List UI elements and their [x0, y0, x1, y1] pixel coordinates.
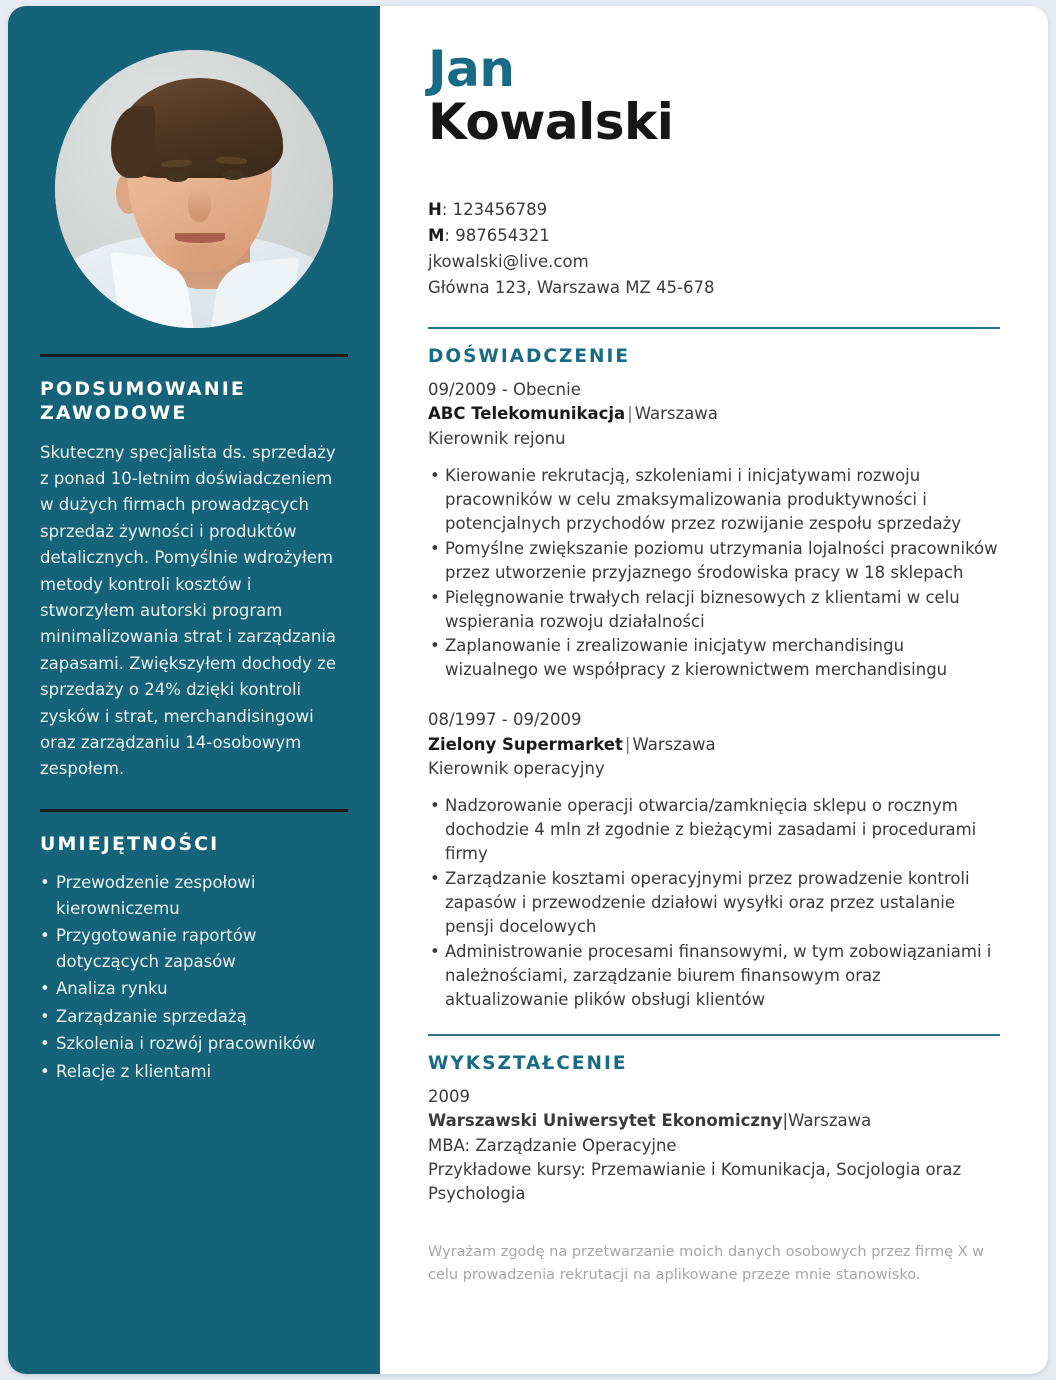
- list-item: • Pielęgnowanie trwałych relacji biznesowych z klientami w celu wspierania rozwoju działalności: [428, 586, 1000, 634]
- photo-mouth: [175, 233, 225, 242]
- list-item: • Analiza rynku: [40, 976, 348, 1002]
- list-item: • Zarządzanie sprzedażą: [40, 1004, 348, 1030]
- entry-date: 09/2009 - Obecnie: [428, 379, 581, 399]
- education-school: Warszawski Uniwersytet Ekonomiczny: [428, 1111, 783, 1131]
- list-item: • Nadzorowanie operacji otwarcia/zamknięcia sklepu o rocznym dochodzie 4 mln zł zgodnie z bieżącymi zasadami i procedurami firmy: [428, 794, 1000, 866]
- contact-block: [428, 197, 1000, 301]
- education-year: 2009: [428, 1086, 470, 1106]
- experience-section: [428, 346, 1000, 1012]
- list-item: • Przewodzenie zespołowi kierowniczemu: [40, 870, 348, 921]
- summary-divider: [40, 354, 348, 357]
- list-item: • Pomyślne zwiększanie poziomu utrzymania lojalności pracowników przez utworzenie przyjaznego środowiska pracy w 18 sklepach: [428, 537, 1000, 585]
- list-item: • Relacje z klientami: [40, 1059, 348, 1085]
- entry-company: ABC Telekomunikacja: [428, 404, 626, 424]
- entry-role: Kierownik rejonu: [428, 428, 566, 448]
- mobile-label: M: [428, 225, 445, 245]
- education-heading: WYKSZTAŁCENIE: [428, 1052, 628, 1074]
- list-item: • Szkolenia i rozwój pracowników: [40, 1031, 348, 1057]
- skills-section: [40, 809, 348, 1085]
- entry-spacer: [428, 684, 1000, 708]
- entry-location: Warszawa: [632, 734, 716, 754]
- summary-text: Skuteczny specjalista ds. sprzedaży z ponad 10-letnim doświadczeniem w dużych firmach prowadzących sprzedaż żywności i produktów detalicznych. Pomyślnie wdrożyłem metody kontroli kosztów i stworzyłem autorski program minimalizowania strat i zarządzania zapasami. Zwiększyłem dochody ze sprzedaży o 24% dzięki kontroli zysków i strat, merchandisingowi oraz zarządzaniu 14-osobowym zespołem.: [40, 442, 337, 779]
- resume-page: [8, 6, 1048, 1374]
- experience-heading: DOŚWIADCZENIE: [428, 345, 631, 367]
- entry-organization: [428, 402, 1000, 426]
- first-name: Jan: [428, 40, 515, 98]
- skills-divider: [40, 809, 348, 812]
- entry-organization: [428, 733, 1000, 757]
- education-location: Warszawa: [788, 1111, 872, 1131]
- list-item: • Kierowanie rekrutacją, szkoleniami i inicjatywami rozwoju pracowników w celu zmaksymalizowania produktywności i potencjalnych przychodów przez rozwijanie zespołu sprzedaży: [428, 464, 1000, 536]
- consent-text: Wyrażam zgodę na przetwarzanie moich danych osobowych przez firmę X w celu prowadzenia rekrutacji na aplikowane przeze mnie stanowisko.: [428, 1243, 985, 1284]
- photo-nose: [188, 189, 210, 222]
- list-item: • Zaplanowanie i zrealizowanie inicjatyw merchandisingu wizualnego we współpracy z kierownictwem merchandisingu: [428, 634, 1000, 682]
- avatar: [40, 50, 348, 328]
- education-degree: MBA: Zarządzanie Operacyjne: [428, 1135, 677, 1155]
- education-separator: |: [782, 1111, 789, 1131]
- contact-mobile: [428, 223, 1000, 249]
- skills-list: [40, 870, 348, 1085]
- page-title: [428, 6, 1000, 149]
- home-label: H: [428, 199, 442, 219]
- entry-bullets: [428, 794, 1000, 1011]
- photo-chin: [166, 245, 233, 273]
- main-content: [380, 6, 1048, 1374]
- entry-separator: |: [624, 734, 631, 754]
- contact-address: Główna 123, Warszawa MZ 45-678: [428, 277, 715, 297]
- contact-email: jkowalski@live.com: [428, 251, 589, 271]
- list-item: • Zarządzanie kosztami operacyjnymi przez prowadzenie kontroli zapasów i przewodzenie działowi wysyłki oraz przez ustalanie pensji docelowych: [428, 867, 1000, 939]
- education-courses: Przykładowe kursy: Przemawianie i Komunikacja, Socjologia oraz Psychologia: [428, 1160, 962, 1204]
- education-section: [428, 1053, 1000, 1207]
- list-item: • Przygotowanie raportów dotyczących zapasów: [40, 923, 348, 974]
- photo-eye-right: [222, 170, 244, 180]
- summary-section: [40, 354, 348, 783]
- list-item: • Administrowanie procesami finansowymi, w tym zobowiązaniami i należnościami, zarządzanie biurem finansowym oraz aktualizowanie plików obsługi klientów: [428, 940, 1000, 1012]
- header-divider: [428, 327, 1000, 329]
- last-name: Kowalski: [428, 92, 674, 151]
- entry-separator: |: [627, 404, 633, 424]
- mobile-value: : 987654321: [444, 225, 550, 245]
- entry-bullets: [428, 464, 1000, 682]
- summary-heading: PODSUMOWANIE ZAWODOWE: [40, 378, 246, 425]
- experience-entry: [428, 708, 1000, 1012]
- entry-date: 08/1997 - 09/2009: [428, 710, 582, 730]
- education-divider: [428, 1034, 1000, 1036]
- skills-heading: UMIEJĘTNOŚCI: [40, 832, 220, 855]
- entry-location: Warszawa: [634, 404, 718, 424]
- education-school-line: [428, 1109, 1000, 1133]
- sidebar: [8, 6, 380, 1374]
- experience-entry: [428, 378, 1000, 683]
- home-value: : 123456789: [441, 199, 548, 219]
- contact-home: [428, 197, 1000, 223]
- entry-role: Kierownik operacyjny: [428, 759, 605, 779]
- entry-company: Zielony Supermarket: [428, 734, 623, 754]
- portrait-photo: [55, 50, 333, 328]
